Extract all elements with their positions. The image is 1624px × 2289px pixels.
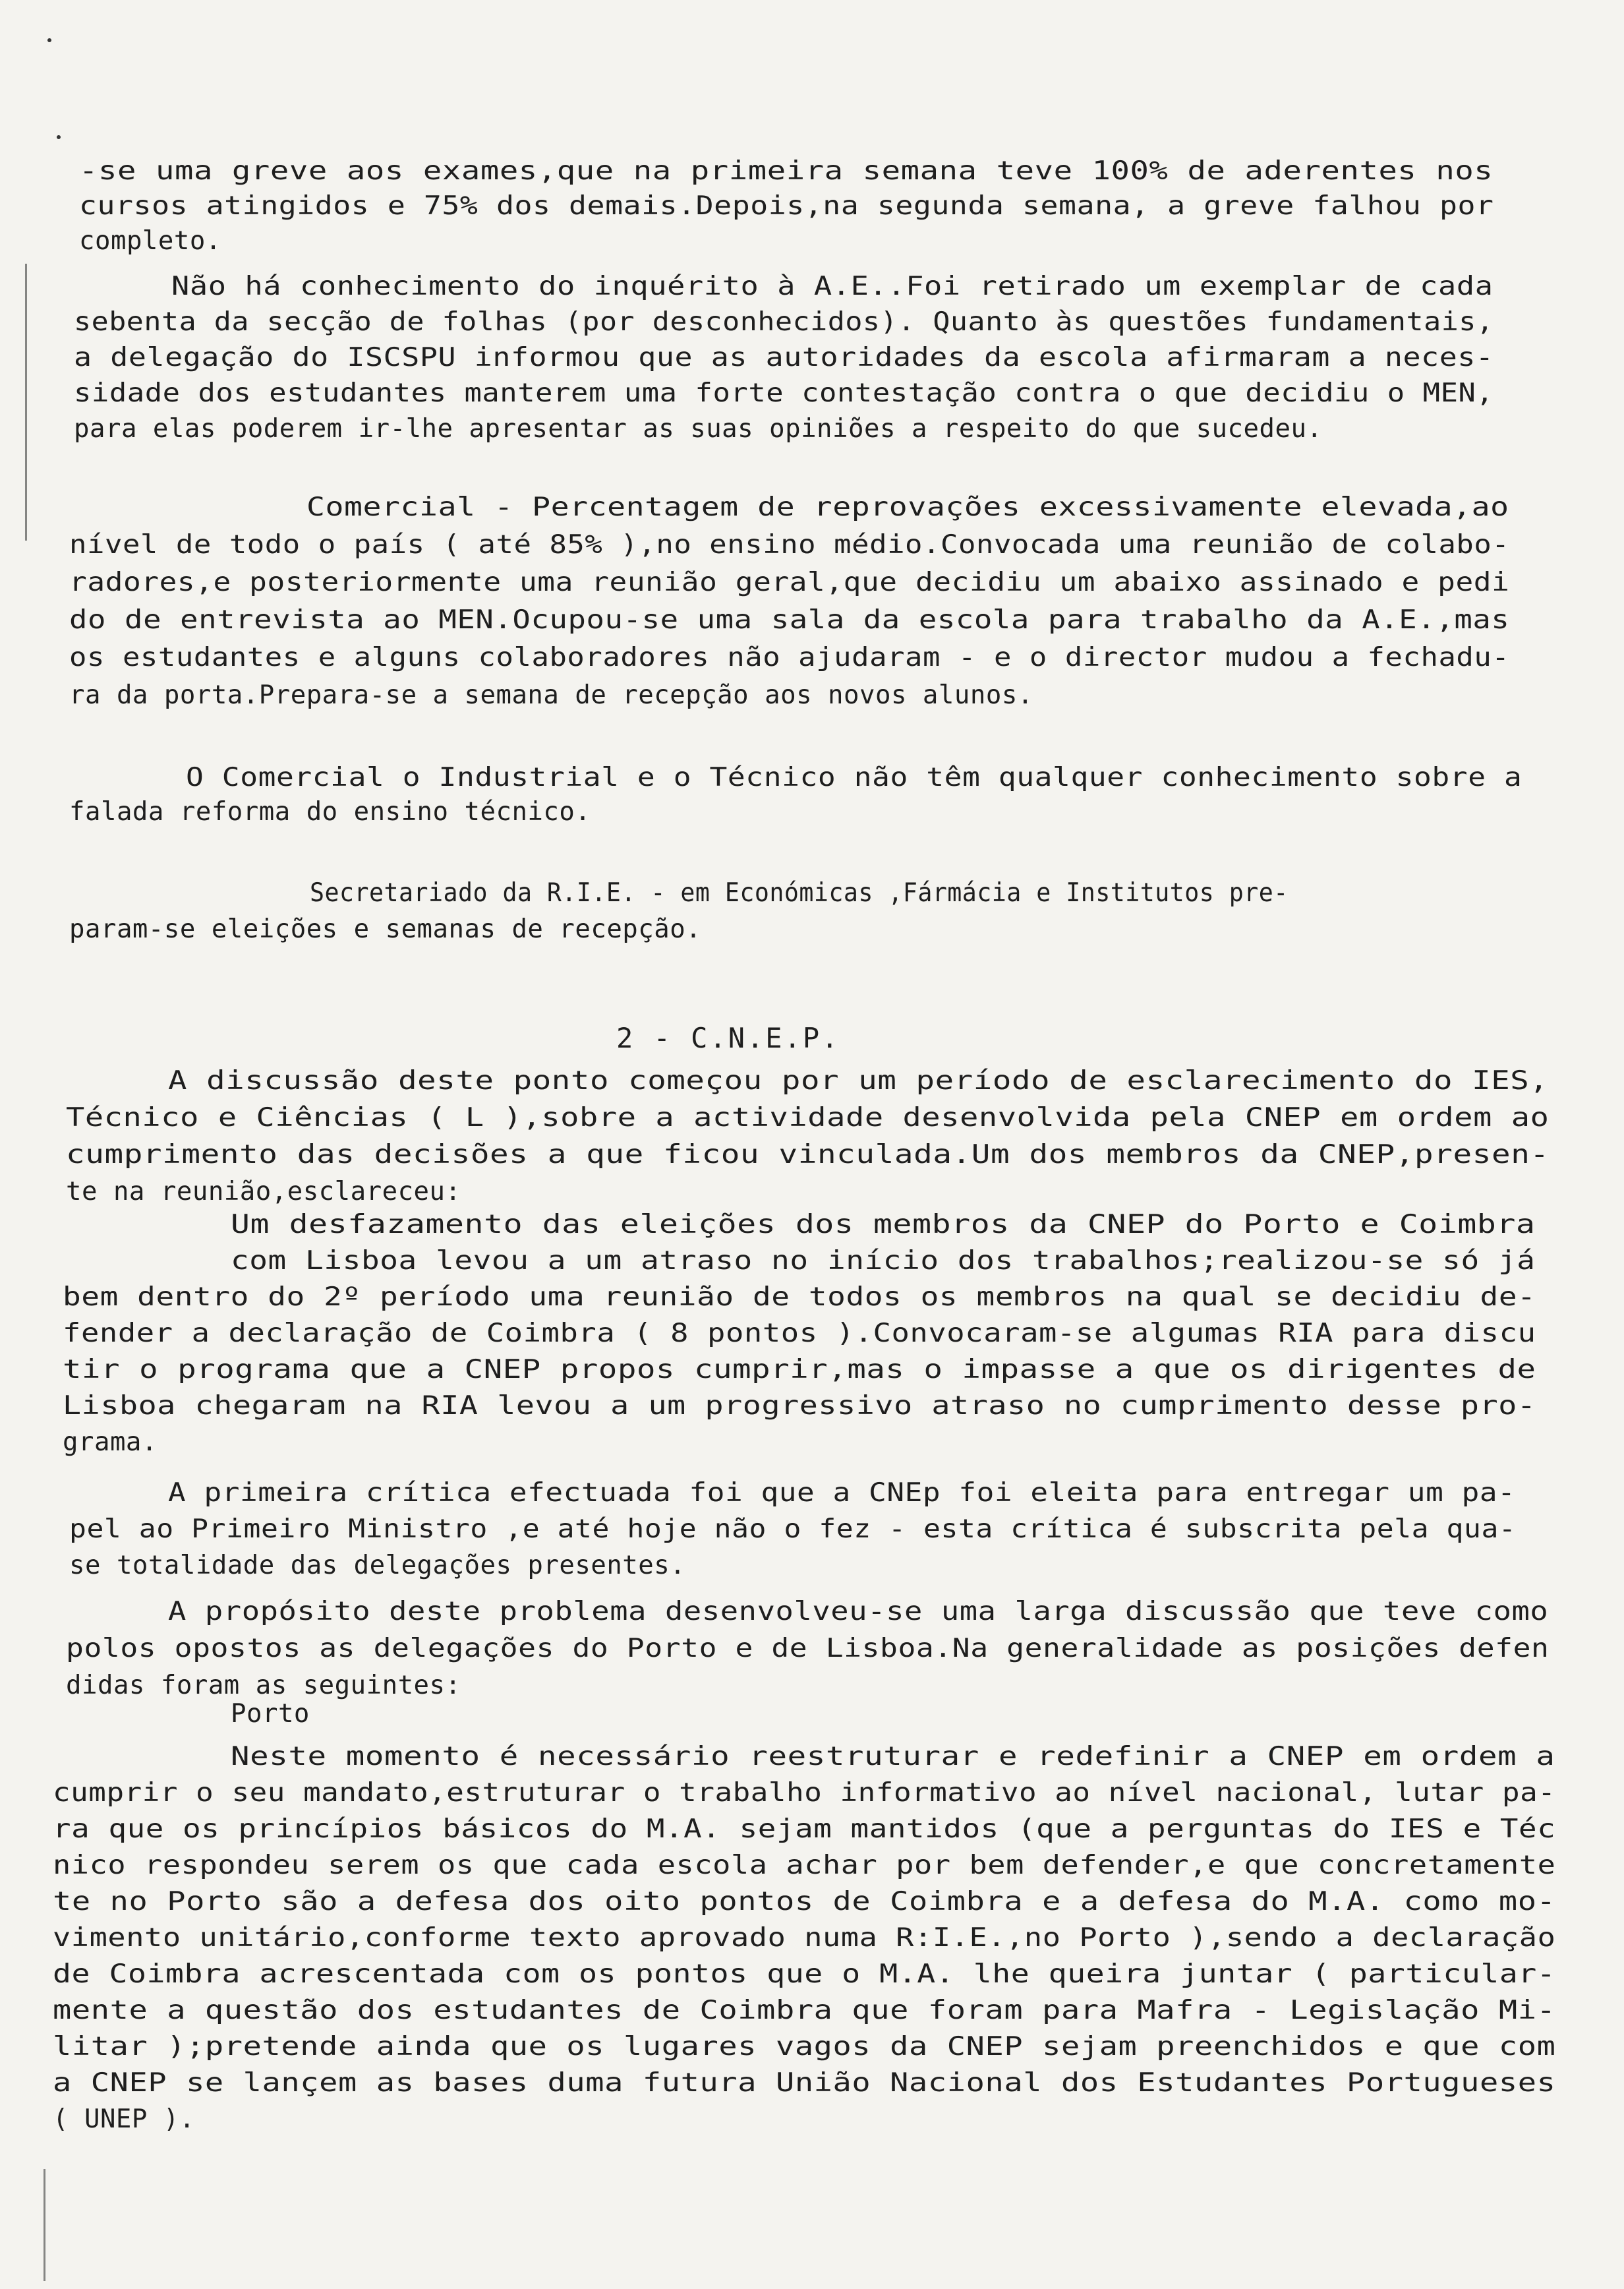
text-line: nico respondeu serem os que cada escola achar por bem defender,e que concretamente [53, 1851, 1556, 1880]
text-line: cumprir o seu mandato,estruturar o trabalho informativo ao nível nacional, lutar pa- [53, 1778, 1556, 1808]
text-line: A discussão deste ponto começou por um período de esclarecimento do IES, [168, 1066, 1549, 1096]
speck [57, 135, 61, 139]
text-line: cumprimento das decisões a que ficou vinculada.Um dos membros da CNEP,presen- [66, 1140, 1550, 1170]
text-line: litar );pretende ainda que os lugares vagos da CNEP sejam preenchidos e que com [53, 2032, 1556, 2062]
text-line: com Lisboa levou a um atraso no início dos trabalhos;realizou-se só já [231, 1246, 1536, 1276]
text-line: bem dentro do 2º período uma reunião de todos os membros na qual se decidiu de- [63, 1282, 1536, 1312]
text-line: os estudantes e alguns colaboradores não ajudaram - e o director mudou a fechadu- [69, 643, 1510, 672]
text-line: -se uma greve aos exames,que na primeira semana teve 100% de aderentes nos [79, 156, 1494, 186]
text-line: polos opostos as delegações do Porto e de Lisboa.Na generalidade as posições defen [66, 1634, 1550, 1663]
text-line: falada reforma do ensino técnico. [69, 797, 591, 827]
text-line: Secretariado da R.I.E. - em Económicas ,Fármácia e Institutos pre- [310, 878, 1289, 908]
text-line: Técnico e Ciências ( L ),sobre a actividade desenvolvida pela CNEP em ordem ao [66, 1103, 1550, 1133]
section-heading: 2 - C.N.E.P. [616, 1022, 840, 1054]
text-line: para elas poderem ir-lhe apresentar as suas opiniões a respeito do que sucedeu. [74, 414, 1323, 444]
text-line: ra da porta.Prepara-se a semana de recepção aos novos alunos. [69, 680, 1033, 710]
text-line: do de entrevista ao MEN.Ocupou-se uma sala da escola para trabalho da A.E.,mas [69, 605, 1510, 635]
text-line: Lisboa chegaram na RIA levou a um progressivo atraso no cumprimento desse pro- [63, 1391, 1536, 1421]
text-line: a delegação do ISCSPU informou que as autoridades da escola afirmaram a neces- [74, 343, 1494, 372]
text-line: sidade dos estudantes manterem uma forte contestação contra o que decidiu o MEN, [74, 378, 1494, 408]
text-line: grama. [63, 1427, 158, 1457]
text-line: fender a declaração de Coimbra ( 8 pontos ).Convocaram-se algumas RIA para discu [63, 1319, 1536, 1348]
text-line: de Coimbra acrescentada com os pontos que o M.A. lhe queira juntar ( particular- [53, 1959, 1556, 1989]
left-margin-mark [25, 264, 27, 541]
left-margin-mark-bottom [44, 2169, 45, 2281]
text-line: ( UNEP ). [53, 2104, 195, 2134]
text-line: completo. [79, 226, 221, 256]
text-line: pel ao Primeiro Ministro ,e até hoje não o fez - esta crítica é subscrita pela qua- [69, 1514, 1517, 1544]
text-line: didas foram as seguintes: [66, 1671, 461, 1700]
text-line: tir o programa que a CNEP propos cumprir,mas o impasse a que os dirigentes de [63, 1355, 1536, 1384]
text-line: O Comercial o Industrial e o Técnico não têm qualquer conhecimento sobre a [186, 763, 1522, 792]
text-line: vimento unitário,conforme texto aprovado numa R:I.E.,no Porto ),sendo a declaração [53, 1923, 1556, 1953]
text-line: te na reunião,esclareceu: [66, 1177, 461, 1206]
text-line: sebenta da secção de folhas (por desconhecidos). Quanto às questões fundamentais, [74, 307, 1494, 337]
text-line: ra que os princípios básicos do M.A. sejam mantidos (que a perguntas do IES e Téc [53, 1814, 1556, 1844]
text-line: se totalidade das delegações presentes. [69, 1551, 686, 1580]
text-line: cursos atingidos e 75% dos demais.Depois,na segunda semana, a greve falhou por [79, 191, 1494, 221]
text-line: Um desfazamento das eleições dos membros da CNEP do Porto e Coimbra [231, 1210, 1536, 1239]
text-line: param-se eleições e semanas de recepção. [69, 914, 702, 944]
text-line: mente a questão dos estudantes de Coimbra que foram para Mafra - Legislação Mi- [53, 1996, 1556, 2025]
text-line: radores,e posteriormente uma reunião geral,que decidiu um abaixo assinado e pedi [69, 568, 1510, 597]
text-line: A propósito deste problema desenvolveu-se uma larga discussão que teve como [168, 1597, 1549, 1626]
text-line: te no Porto são a defesa dos oito pontos de Coimbra e a defesa do M.A. como mo- [53, 1887, 1556, 1917]
text-line: Neste momento é necessário reestruturar e redefinir a CNEP em ordem a [231, 1742, 1555, 1771]
speck [47, 38, 51, 42]
text-line: Não há conhecimento do inquérito à A.E..Foi retirado um exemplar de cada [171, 272, 1494, 301]
text-line: Comercial - Percentagem de reprovações excessivamente elevada,ao [306, 492, 1509, 522]
text-line: a CNEP se lançem as bases duma futura União Nacional dos Estudantes Portugueses [53, 2068, 1556, 2098]
text-line: nível de todo o país ( até 85% ),no ensino médio.Convocada uma reunião de colabo- [69, 530, 1510, 560]
text-line: A primeira crítica efectuada foi que a CNEp foi eleita para entregar um pa- [168, 1478, 1516, 1508]
text-line: Porto [231, 1699, 310, 1729]
